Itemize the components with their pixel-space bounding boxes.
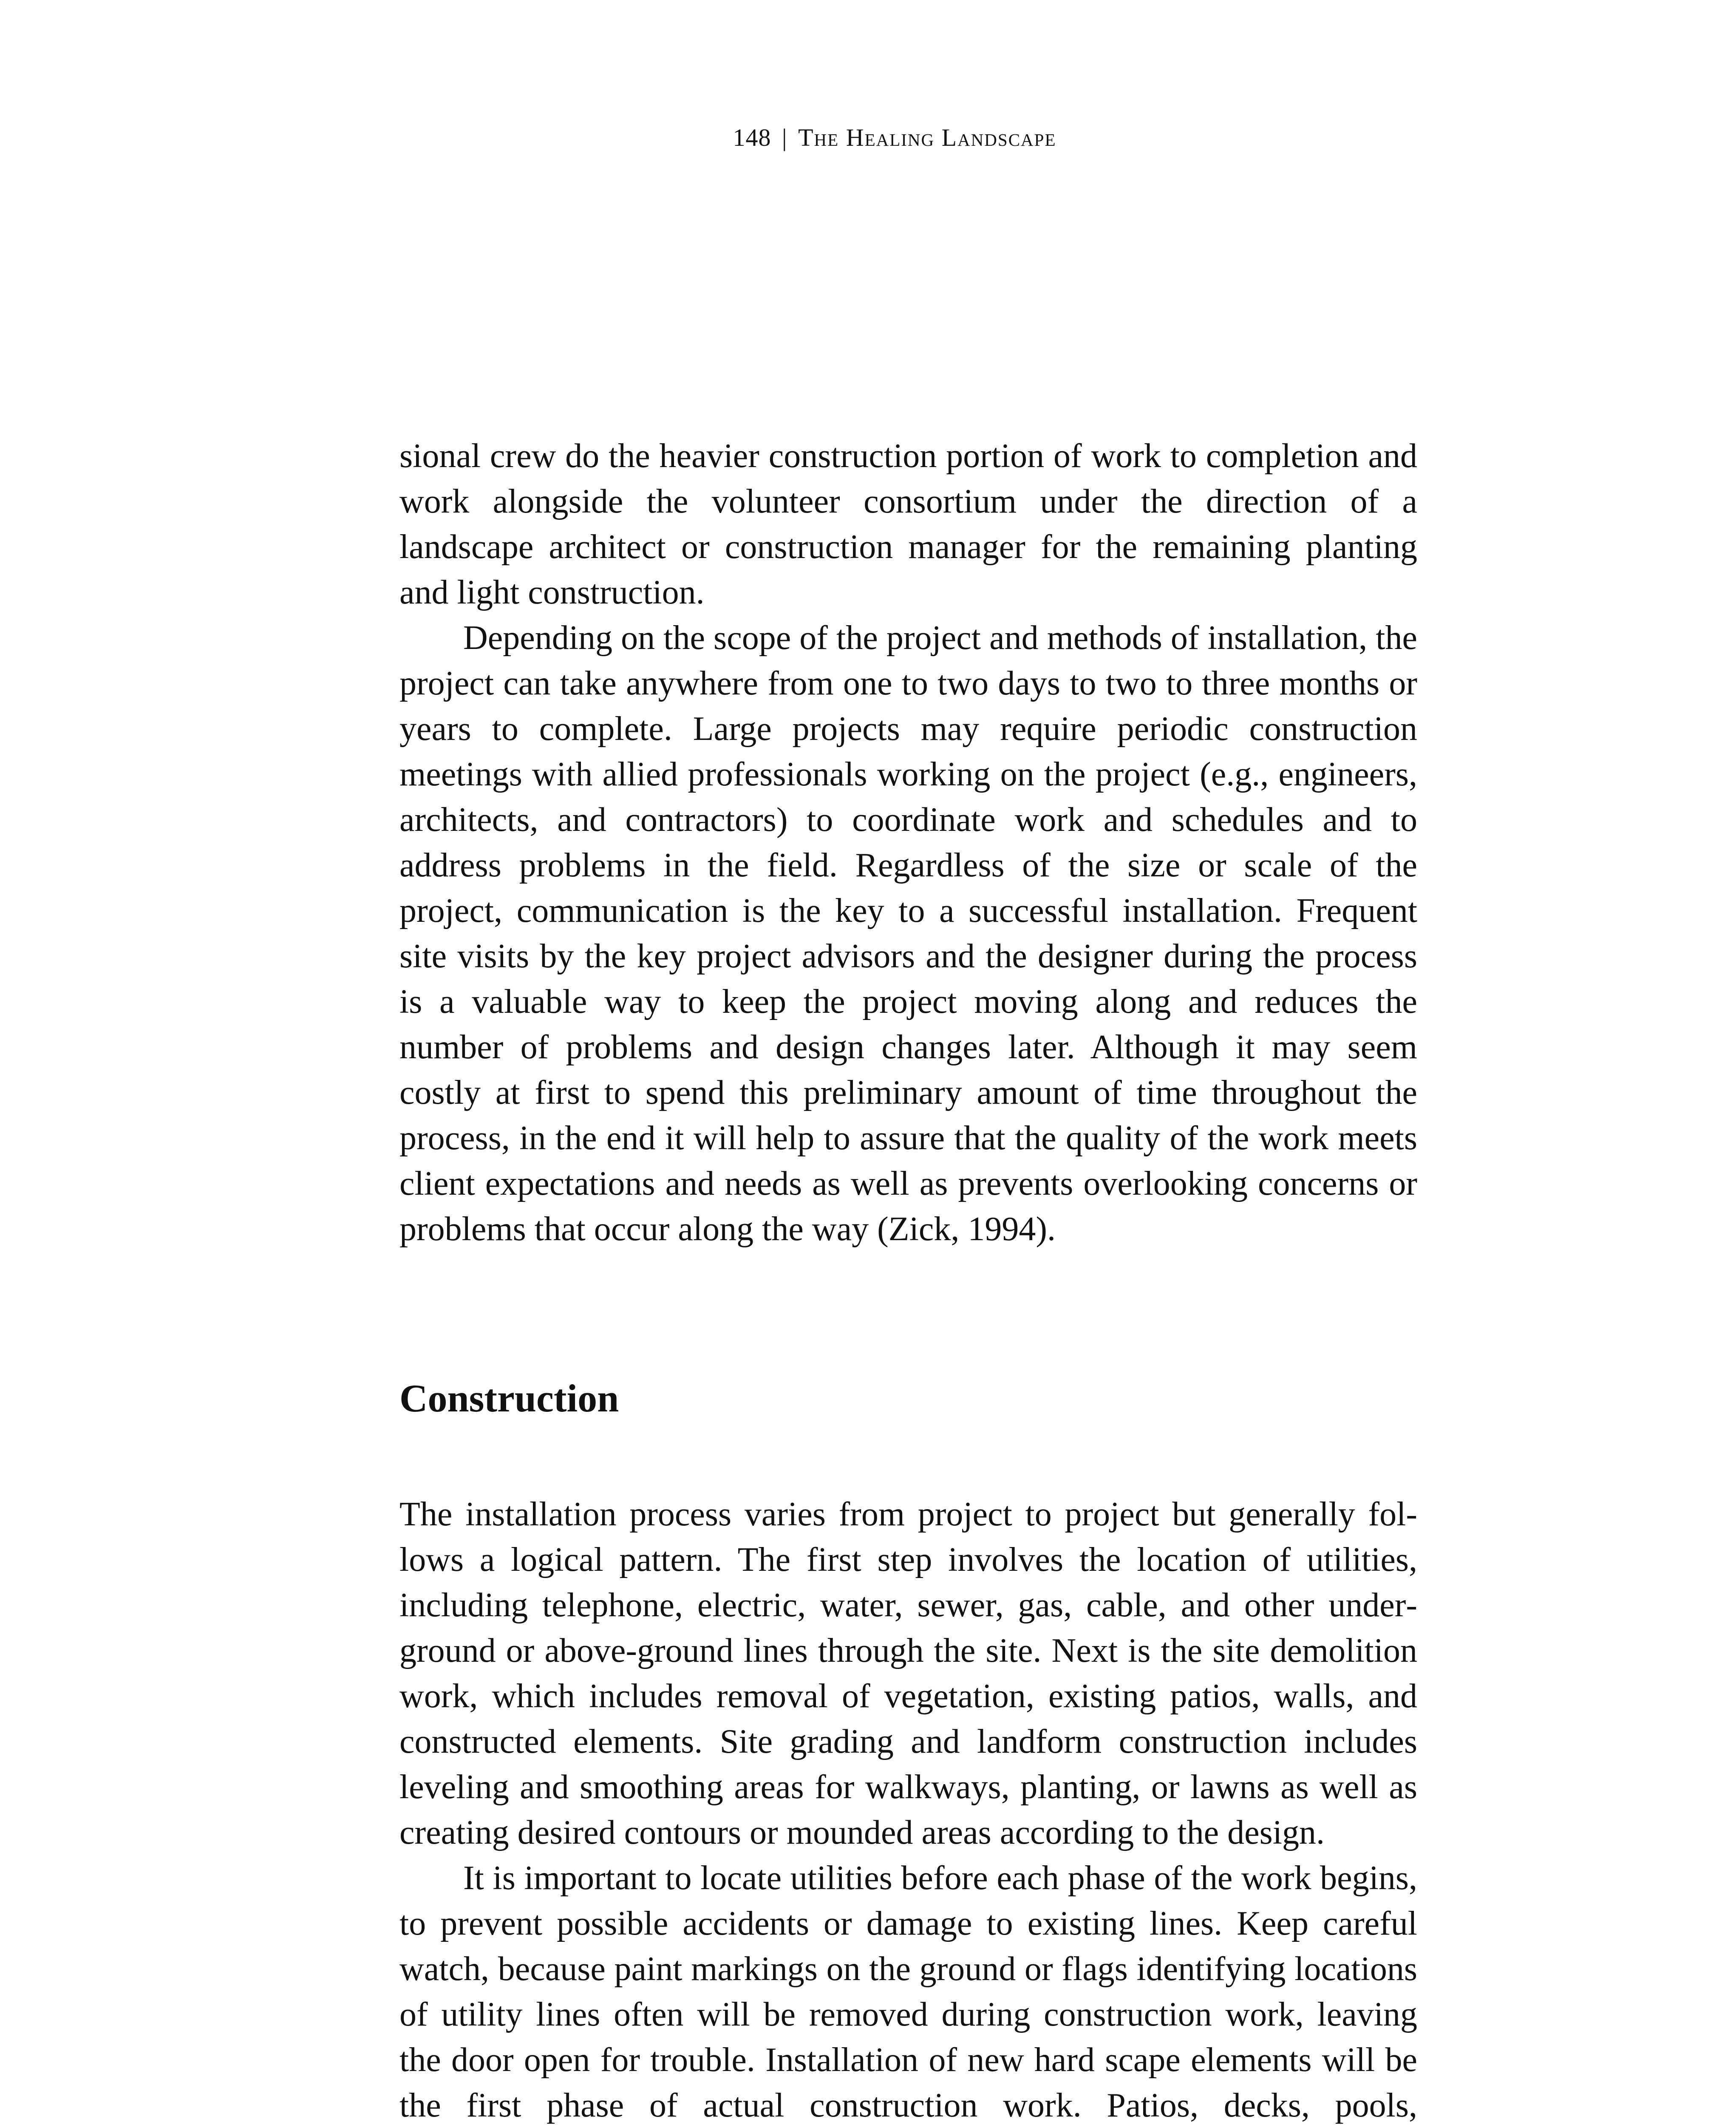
book-title: The Healing Landscape bbox=[798, 124, 1056, 151]
body-text-section-2 bbox=[399, 1492, 1417, 2125]
paragraph: The installation process varies from project to project but generally follows a logical pattern. The first step involves the location of utilities, including telephone, electric, water, sewer, gas, cable, and other underground or above-ground lines through the site. Next is the site demolition work, which includes removal of vegetation, existing patios, walls, and constructed elements. Site grading and landform construction includes leveling and smoothing areas for walkways, planting, or lawns as well as creating desired contours or mounded areas according to the design. bbox=[399, 1496, 1417, 1851]
section-heading: Construction bbox=[399, 1377, 619, 1420]
page-number: 148 bbox=[733, 124, 771, 151]
body-text-section-1 bbox=[399, 434, 1417, 1252]
paragraph: Depending on the scope of the project and methods of installation, the project can take anywhere from one to two days to two to three months or years to complete. Large projects may require periodic construction meetings with allied professionals working on the project (e.g., engineers, architects, and contractors) to coordinate work and schedules and to address problems in the field. Regardless of the size or scale of the project, communication is the key to a successful installation. Frequent site visits by the key project advisors and the designer during the process is a valuable way to keep the project moving along and reduces the number of problems and design changes later. Although it may seem costly at first to spend this preliminary amount of time throughout the process, in the end it will help to assure that the quality of the work meets client expectations and needs as well as prevents overlooking concerns or problems that occur along the way (Zick, 1994). bbox=[399, 619, 1417, 1248]
header-separator: | bbox=[782, 124, 787, 151]
running-head bbox=[0, 123, 1736, 152]
paragraph-continued: sional crew do the heavier construction portion of work to completion and work alongside the volunteer consortium under the direction of a landscape architect or construction manager for the remaining planting and light construction. bbox=[399, 437, 1417, 611]
paragraph: It is important to locate utilities before each phase of the work begins, to prevent possible accidents or damage to existing lines. Keep careful watch, because paint markings on the ground or flags identifying locations of utility lines often will be removed during construction work, leaving the door open for trouble. Installation of new hard scape elements will be the first phase of actual construction work. Patios, decks, pools, bbox=[399, 1859, 1417, 2124]
